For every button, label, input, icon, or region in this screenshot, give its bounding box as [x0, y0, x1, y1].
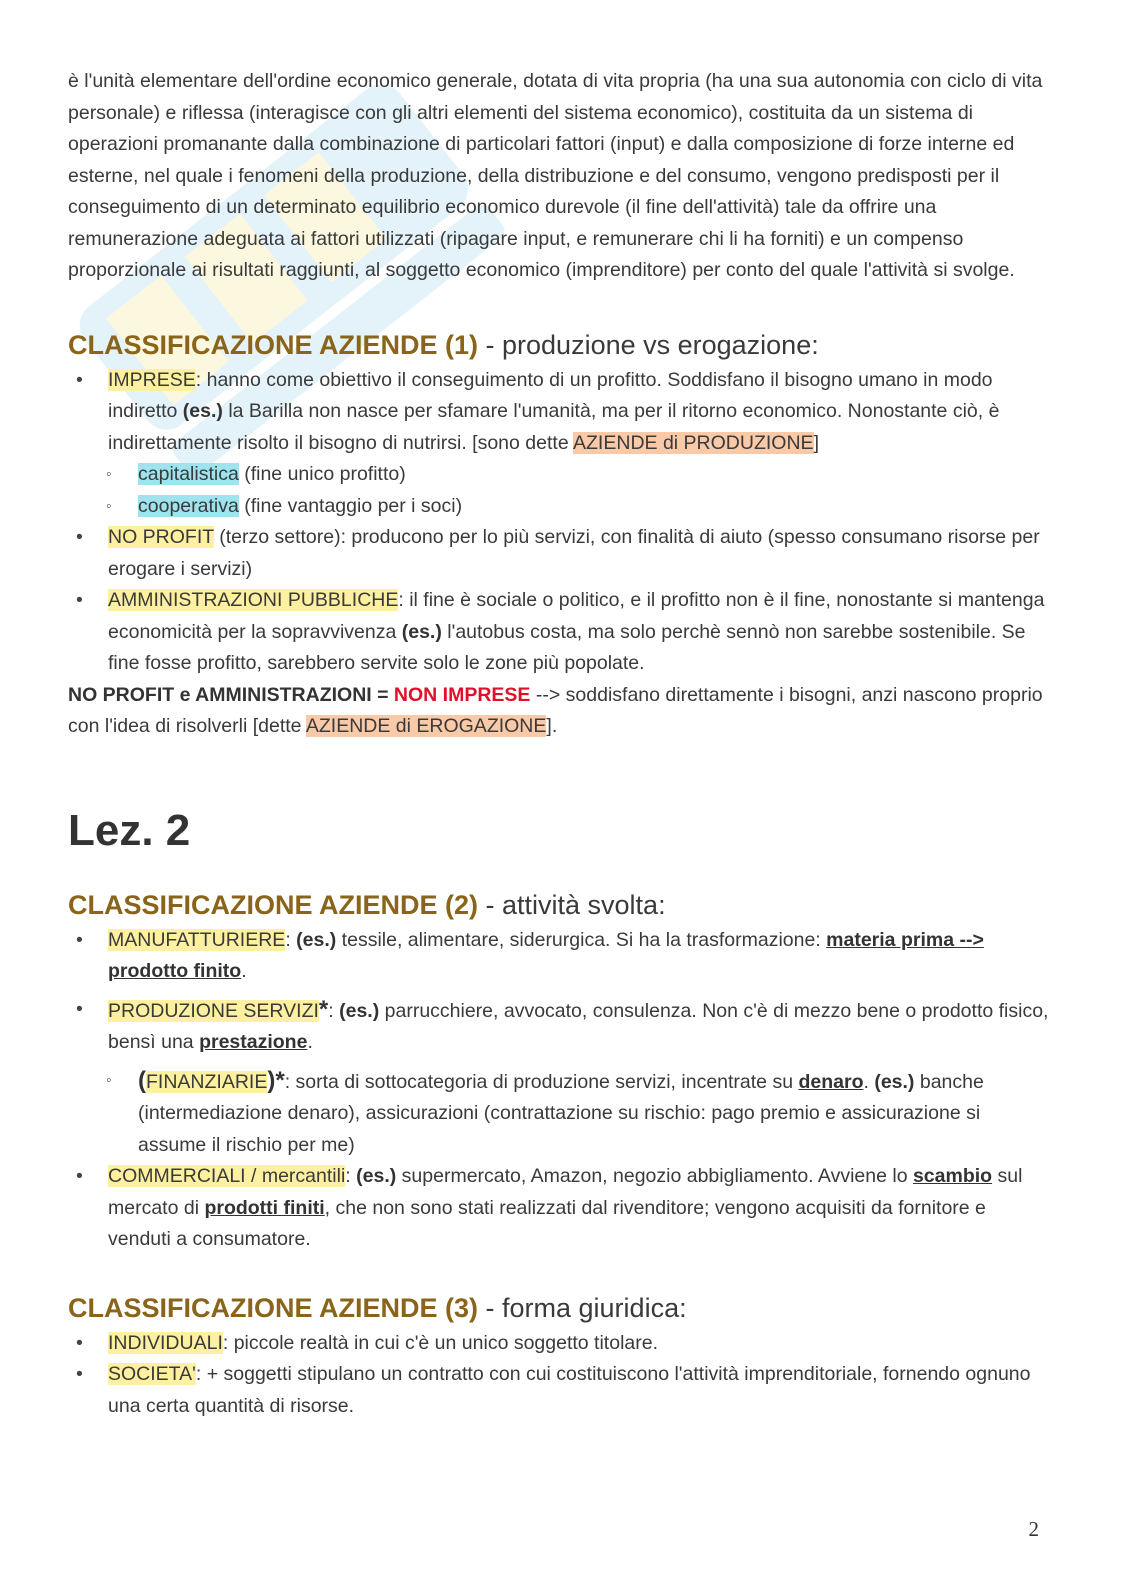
section-heading-2: CLASSIFICAZIONE AZIENDE (2) - attività svolta:	[68, 889, 666, 920]
list-item-imprese: • IMPRESE: hanno come obiettivo il conseguimento di un profitto. Soddisfano il bisogno umano in modo indiretto (es.) la Barilla non nasce per sfamare l'umanità, ma per il ritorno economico. Nonostante ciò, è indirettamente risolto il bisogno di nutrirsi. [sono dette AZIENDE di PRODUZIONE]	[68, 365, 1053, 460]
list-item-societa: • SOCIETA': + soggetti stipulano un contratto con cui costituiscono l'attività imprenditoriale, fornendo ognuno una certa quantità di risorse.	[68, 1359, 1053, 1422]
intro-paragraph: è l'unità elementare dell'ordine economico generale, dotata di vita propria (ha una sua autonomia con ciclo di vita personale) e riflessa (interagisce con gli altri elementi del sistema economico), costituita da un sistema di operazioni promanante dalla combinazione di particolari fattori (input) e dalla composizione di forze interne ed esterne, nel quale i fenomeni della produzione, della distribuzione e del consumo, vengono predisposti per il conseguimento di un determinato equilibrio economico durevole (il fine dell'attività) tale da offrire una remunerazione adeguata ai fattori utilizzati (ripagare input, e remunerare chi li ha forniti) e un compenso proporzionale ai risultati raggiunti, al soggetto economico (imprenditore) per conto del quale l'attività si svolge.	[68, 70, 1043, 281]
highlight-term: INDIVIDUALI	[108, 1331, 223, 1354]
highlight-orange: AZIENDE di EROGAZIONE	[305, 715, 547, 737]
highlight-term: MANUFATTURIERE	[108, 928, 286, 951]
lesson-title: Lez. 2	[68, 805, 191, 855]
highlight-term: SOCIETA'	[108, 1363, 196, 1385]
list-item-noprofit: • NO PROFIT (terzo settore): producono per lo più servizi, con finalità di aiuto (spesso consumano risorse per erogare i servizi)	[68, 522, 1053, 585]
page-number: 2	[1028, 1517, 1039, 1541]
classification-list-2	[68, 925, 1053, 1256]
section-heading-3: CLASSIFICAZIONE AZIENDE (3) - forma giuridica:	[68, 1292, 687, 1323]
list-item-commerciali: • COMMERCIALI / mercantili: (es.) supermercato, Amazon, negozio abbigliamento. Avviene lo scambio sul mercato di prodotti finiti, che non sono stati realizzati dal rivenditore; vengono acquisiti da fornitore e venduti a consumatore.	[68, 1161, 1053, 1256]
classification-list-1	[68, 365, 1053, 680]
highlight-term: FINANZIARIE	[146, 1070, 268, 1093]
highlight-blue: capitalistica	[138, 463, 239, 485]
sub-item-finanziarie: ◦ (FINANZIARIE)*: sorta di sottocategoria di produzione servizi, incentrate su denaro. (es.) banche (intermediazione denaro), assicurazioni (contrattazione su rischio: pago premio e assicurazione si assume il rischio per me)	[68, 1065, 1053, 1162]
sub-item-cooperativa: ◦ cooperativa (fine vantaggio per i soci)	[68, 491, 1053, 523]
list-item-servizi: • PRODUZIONE SERVIZI*: (es.) parrucchiere, avvocato, consulenza. Non c'è di mezzo bene o prodotto fisico, bensì una prestazione.	[68, 994, 1053, 1059]
highlight-term: COMMERCIALI / mercantili	[108, 1165, 346, 1187]
list-item-manufatturiere: • MANUFATTURIERE: (es.) tessile, alimentare, siderurgica. Si ha la trasformazione: materia prima --> prodotto finito.	[68, 925, 1053, 988]
highlight-orange: AZIENDE di PRODUZIONE	[573, 431, 814, 454]
list-item-pa: • AMMINISTRAZIONI PUBBLICHE: il fine è sociale o politico, e il profitto non è il fine, nonostante si mantenga economicità per la sopravvivenza (es.) l'autobus costa, ma solo perchè sennò non sarebbe sostenibile. Se fine fosse profitto, sarebbero servite solo le zone più popolate.	[68, 585, 1053, 680]
highlight-term: AMMINISTRAZIONI PUBBLICHE	[108, 589, 399, 611]
summary-paragraph: NO PROFIT e AMMINISTRAZIONI = NON IMPRESE --> soddisfano direttamente i bisogni, anzi nascono proprio con l'idea di risolverli [dette AZIENDE di EROGAZIONE].	[68, 683, 1043, 737]
list-item-individuali: • INDIVIDUALI: piccole realtà in cui c'è un unico soggetto titolare.	[68, 1328, 1053, 1360]
sub-item-capitalistica: ◦ capitalistica (fine unico profitto)	[68, 459, 1053, 491]
highlight-term: PRODUZIONE SERVIZI	[108, 999, 319, 1022]
classification-list-3	[68, 1328, 1053, 1423]
highlight-term: NO PROFIT	[108, 526, 214, 548]
highlight-term: IMPRESE	[108, 368, 196, 391]
document-page	[68, 66, 1053, 1422]
highlight-blue: cooperativa	[138, 494, 239, 517]
section-heading-1: CLASSIFICAZIONE AZIENDE (1) - produzione vs erogazione:	[68, 329, 819, 360]
